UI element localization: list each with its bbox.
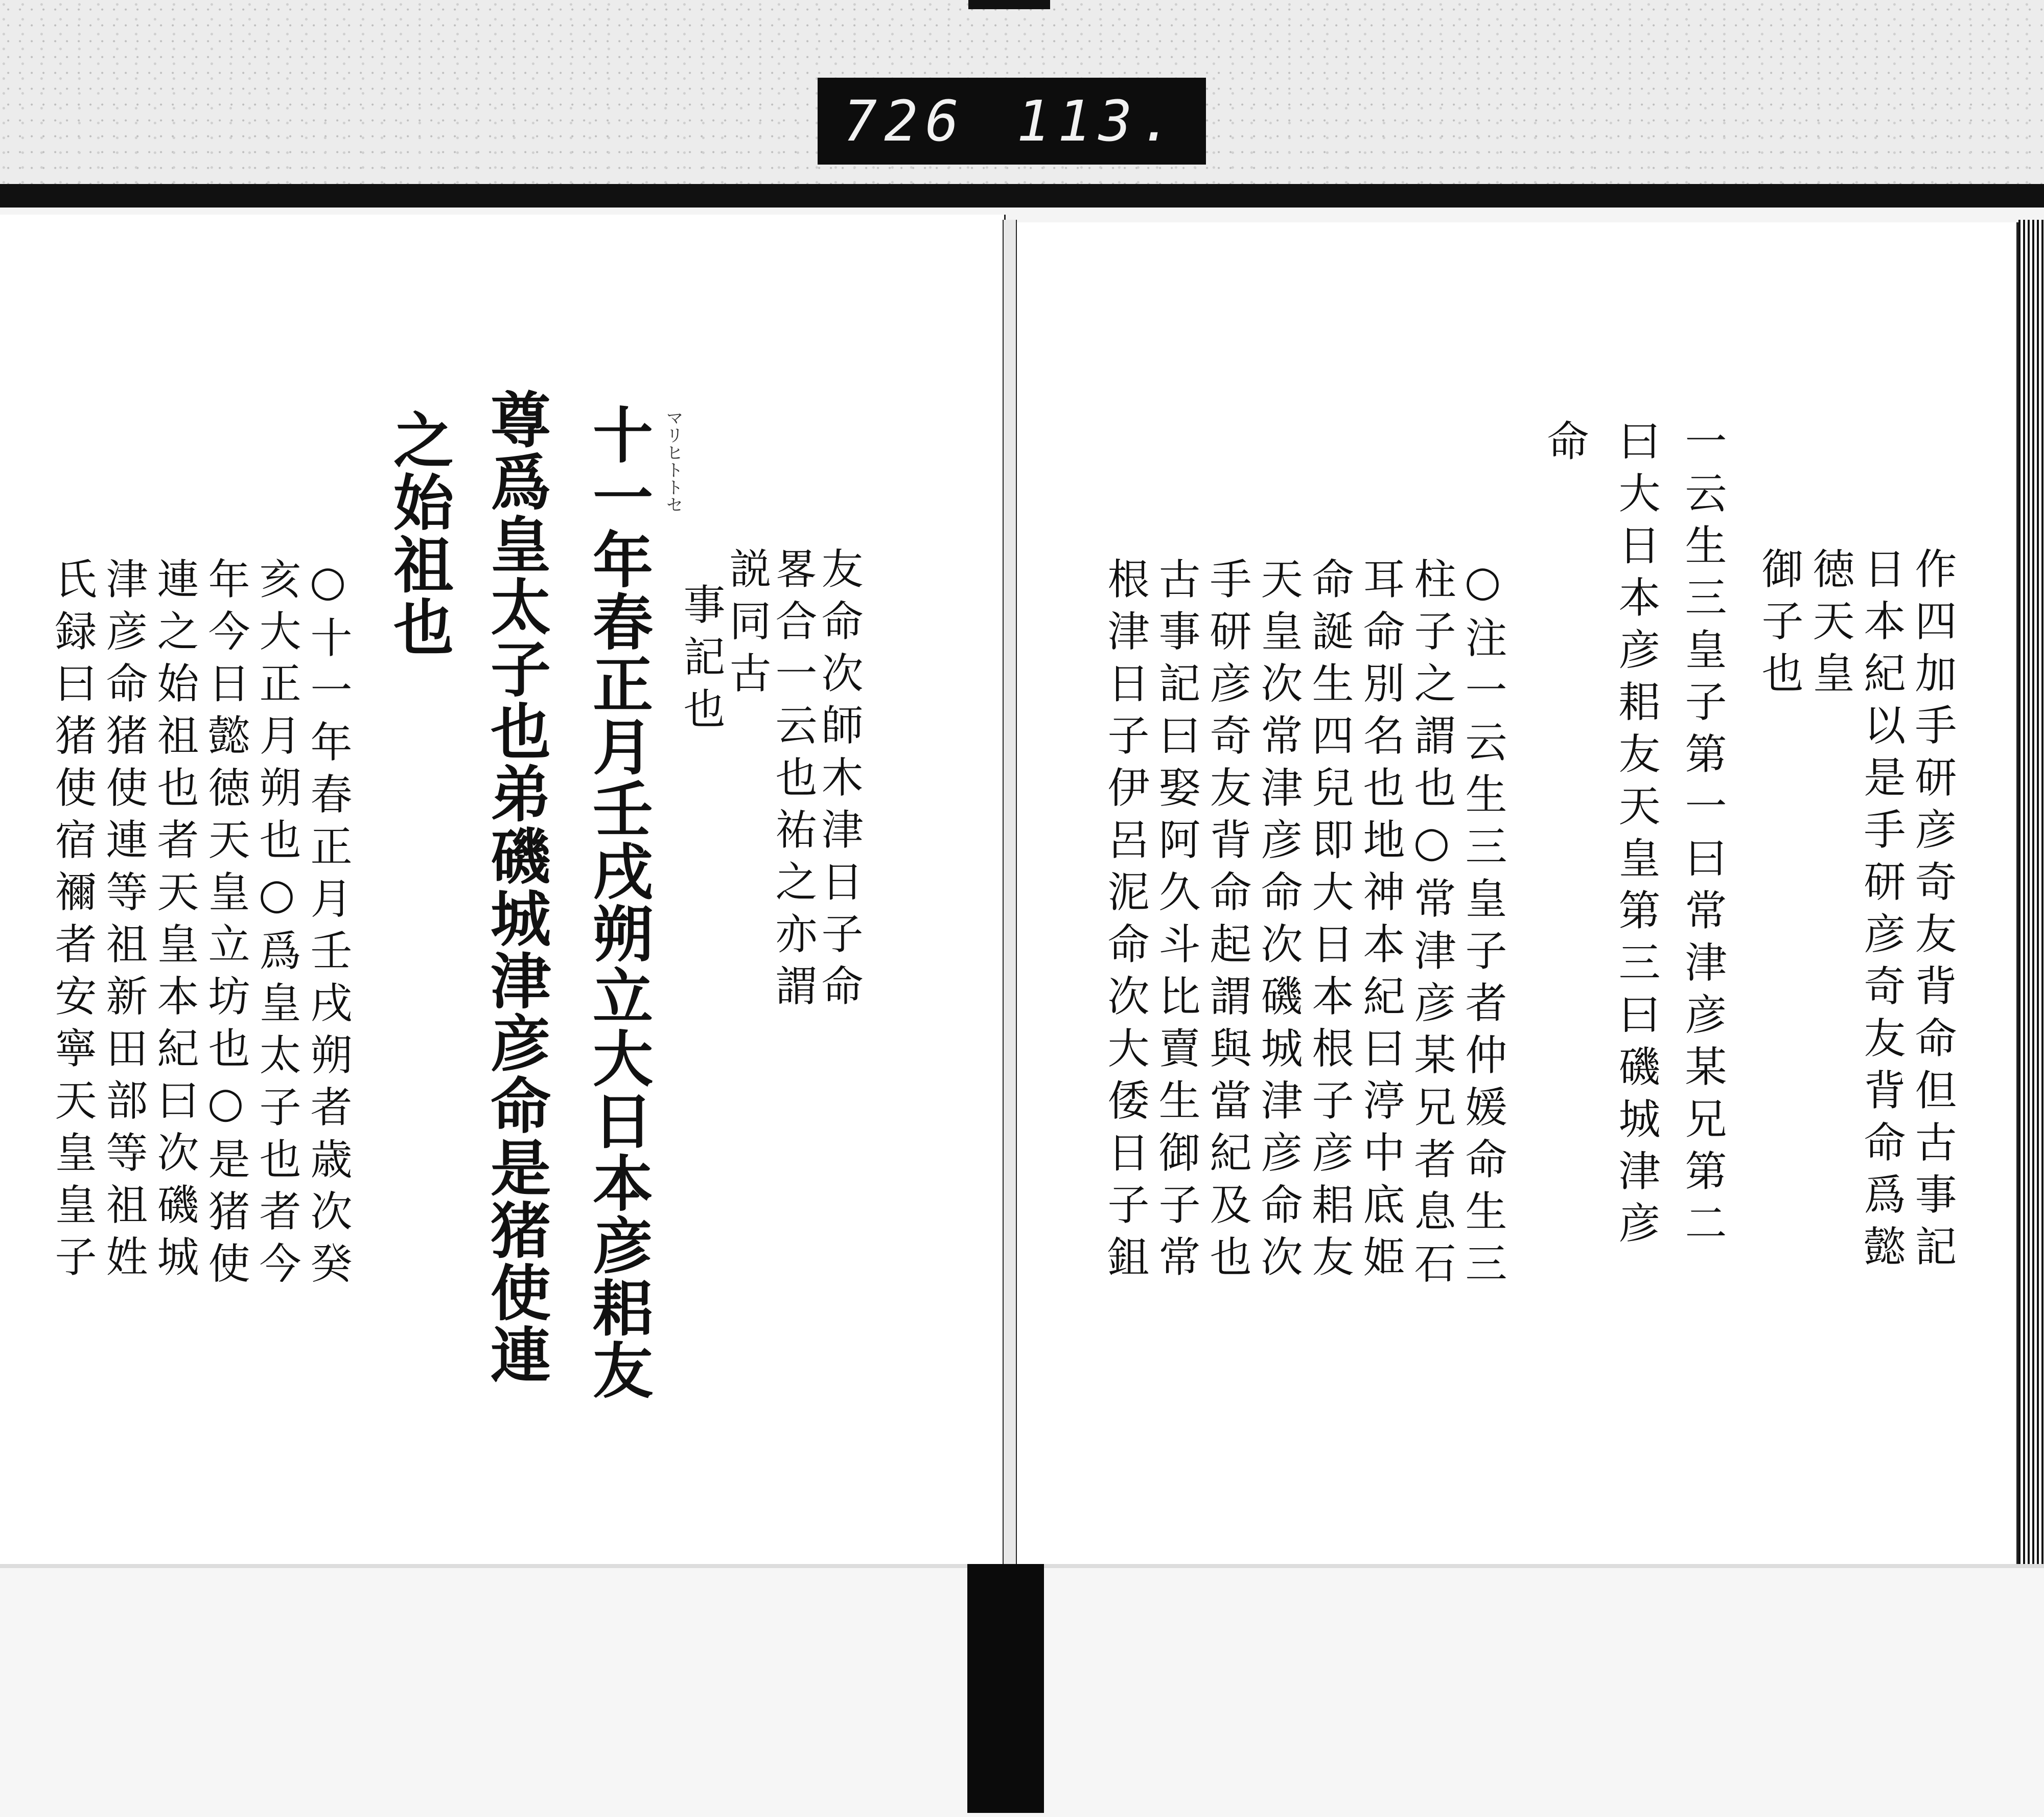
left-comment-column-3: 年今日懿徳天皇立坊也○是猪使: [201, 557, 250, 1294]
left-note-column-1: 友命次師木津日子命: [815, 547, 863, 1016]
left-comment-column-2: 亥大正月朔也○爲皇太子也者今: [252, 557, 301, 1294]
right-column-2: 日本紀以是手研彦奇友背命爲懿: [1857, 547, 1906, 1277]
left-comment-column-6: 氏録曰猪使宿禰者安寧天皇皇子: [48, 557, 97, 1287]
left-note-column-4: 事記也: [677, 583, 725, 739]
ruby-annotation: マリヒトトセ: [663, 409, 683, 513]
right-column-1: 作四加手研彦奇友背命但古事記: [1908, 547, 1957, 1277]
right-column-11: 命誕生四兒即大日本根子彦耜友: [1305, 557, 1354, 1287]
right-column-12: 天皇次常津彦命次磯城津彦命次: [1254, 557, 1303, 1287]
label-number-left: 726: [843, 88, 966, 154]
book-gutter: [1003, 220, 1017, 1564]
right-column-3: 徳天皇: [1806, 547, 1854, 703]
left-main-column-3: 之始祖也: [383, 409, 454, 658]
left-main-column-1: 十一年春正月壬戌朔立大日本彦耜友: [583, 404, 654, 1401]
book-spine-base: [967, 1564, 1044, 1813]
left-comment-column-1: ○十一年春正月壬戌朔者歳次癸: [304, 557, 352, 1294]
right-column-15: 根津日子伊呂泥命次大倭日子鉏: [1101, 557, 1149, 1287]
left-comment-column-4: 連之始祖也者天皇本紀曰次磯城: [150, 557, 199, 1287]
left-main-column-2: 尊爲皇太子也弟磯城津彦命是猪使連: [480, 388, 551, 1386]
right-column-5: 一云生三皇子第一曰常津彦某兄第二: [1678, 419, 1727, 1253]
left-note-column-2: 畧合一云也祐之亦謂: [769, 547, 817, 1016]
right-column-14: 古事記曰娶阿久斗比賣生御子常: [1152, 557, 1200, 1287]
left-note-column-3: 説同古: [723, 547, 771, 703]
left-comment-column-5: 津彦命猪使連等祖新田部等祖姓: [99, 557, 148, 1287]
right-column-13: 手研彦奇友背命起謂與當紀及也: [1203, 557, 1251, 1287]
right-column-4: 御子也: [1755, 547, 1803, 703]
right-column-9: 柱子之謂也○常津彦某兄者息石: [1407, 557, 1456, 1294]
right-column-8: ○注一云生三皇子者仲媛命生三: [1458, 557, 1507, 1294]
film-label-plate: [818, 78, 1206, 165]
right-column-6: 曰大日本彦耜友天皇第三曰磯城津彦: [1612, 419, 1660, 1253]
label-number-right: 113.: [1016, 88, 1180, 154]
top-clip-tab: [968, 0, 1050, 9]
right-column-10: 耳命別名也地神本紀曰渟中底姫: [1356, 557, 1405, 1287]
page-edges: [2018, 220, 2044, 1574]
right-column-7: 命: [1540, 419, 1589, 471]
